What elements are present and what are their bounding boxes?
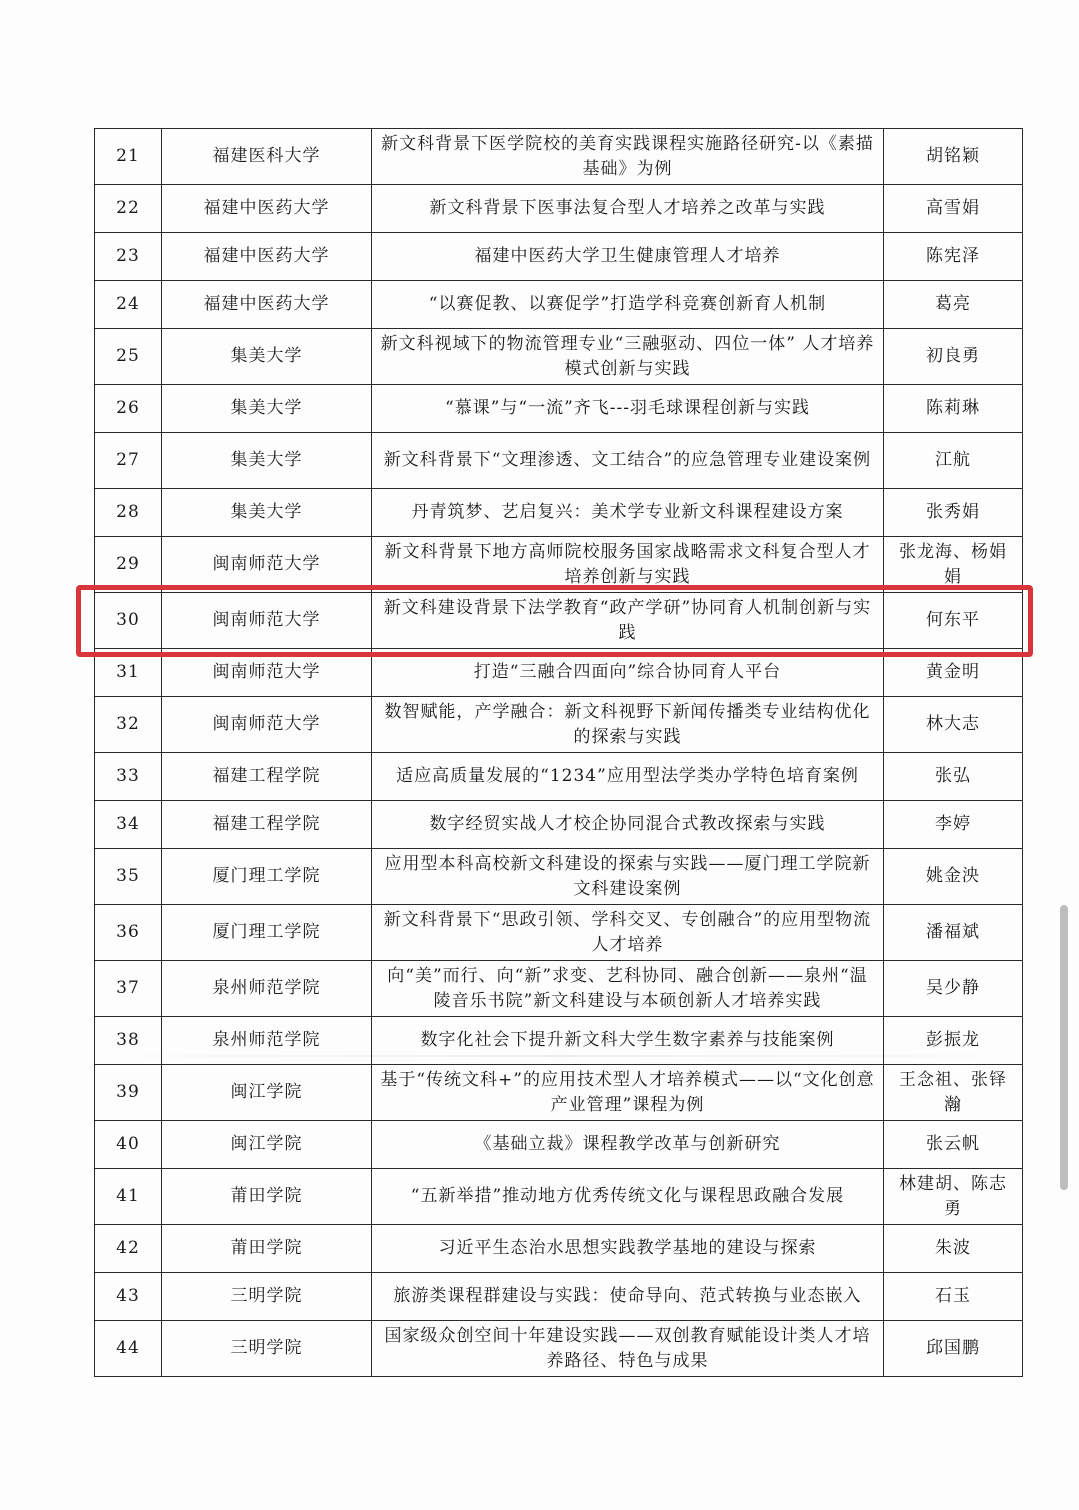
school-name: 福建工程学院: [162, 801, 372, 849]
project-lead: 初良勇: [884, 329, 1023, 385]
project-title: 《基础立裁》课程教学改革与创新研究: [372, 1121, 884, 1169]
project-lead: 彭振龙: [884, 1017, 1023, 1065]
table-body: [95, 129, 1023, 1377]
project-lead: 李婷: [884, 801, 1023, 849]
row-number: 21: [95, 129, 162, 185]
row-number: 42: [95, 1225, 162, 1273]
row-number: 33: [95, 753, 162, 801]
table-row: [95, 1225, 1023, 1273]
row-number: 36: [95, 905, 162, 961]
paper-fold-line: [60, 1055, 1060, 1057]
table-row: [95, 753, 1023, 801]
project-lead: 何东平: [884, 593, 1023, 649]
project-title: 旅游类课程群建设与实践：使命导向、范式转换与业态嵌入: [372, 1273, 884, 1321]
table-row: [95, 801, 1023, 849]
row-number: 26: [95, 385, 162, 433]
row-number: 43: [95, 1273, 162, 1321]
project-title: 新文科背景下“思政引领、学科交叉、专创融合”的应用型物流人才培养: [372, 905, 884, 961]
school-name: 厦门理工学院: [162, 905, 372, 961]
table-row: [95, 649, 1023, 697]
project-title: 习近平生态治水思想实践教学基地的建设与探索: [372, 1225, 884, 1273]
school-name: 莆田学院: [162, 1169, 372, 1225]
row-number: 24: [95, 281, 162, 329]
project-title: 新文科背景下地方高师院校服务国家战略需求文科复合型人才培养创新与实践: [372, 537, 884, 593]
project-title: 新文科背景下“文理渗透、文工结合”的应急管理专业建设案例: [372, 433, 884, 489]
school-name: 集美大学: [162, 329, 372, 385]
table-row: [95, 385, 1023, 433]
row-number: 38: [95, 1017, 162, 1065]
project-lead: 林建胡、陈志勇: [884, 1169, 1023, 1225]
row-number: 29: [95, 537, 162, 593]
project-lead: 石玉: [884, 1273, 1023, 1321]
project-title: 国家级众创空间十年建设实践——双创教育赋能设计类人才培养路径、特色与成果: [372, 1321, 884, 1377]
row-number: 31: [95, 649, 162, 697]
table-row: [95, 961, 1023, 1017]
project-title: 新文科背景下医学院校的美育实践课程实施路径研究-以《素描基础》为例: [372, 129, 884, 185]
school-name: 厦门理工学院: [162, 849, 372, 905]
school-name: 集美大学: [162, 433, 372, 489]
table-row: [95, 489, 1023, 537]
school-name: 泉州师范学院: [162, 1017, 372, 1065]
row-number: 41: [95, 1169, 162, 1225]
project-lead: 王念祖、张铎瀚: [884, 1065, 1023, 1121]
table-row: [95, 1273, 1023, 1321]
table-row: [95, 1169, 1023, 1225]
project-lead: 胡铭颖: [884, 129, 1023, 185]
project-lead: 姚金泱: [884, 849, 1023, 905]
project-list-table: [94, 128, 1023, 1377]
project-lead: 张云帆: [884, 1121, 1023, 1169]
table-row: [95, 281, 1023, 329]
row-number: 40: [95, 1121, 162, 1169]
row-number: 32: [95, 697, 162, 753]
school-name: 闽南师范大学: [162, 649, 372, 697]
table-row: [95, 185, 1023, 233]
table-row: [95, 537, 1023, 593]
project-title: 适应高质量发展的“1234”应用型法学类办学特色培育案例: [372, 753, 884, 801]
project-title: “以赛促教、以赛促学”打造学科竞赛创新育人机制: [372, 281, 884, 329]
project-lead: 葛亮: [884, 281, 1023, 329]
school-name: 福建中医药大学: [162, 185, 372, 233]
project-title: 向“美”而行、向“新”求变、艺科协同、融合创新——泉州“温陵音乐书院”新文科建设与本硕创新人才培养实践: [372, 961, 884, 1017]
school-name: 闽南师范大学: [162, 697, 372, 753]
table-row: [95, 1017, 1023, 1065]
project-lead: 朱波: [884, 1225, 1023, 1273]
school-name: 闽江学院: [162, 1121, 372, 1169]
school-name: 闽南师范大学: [162, 593, 372, 649]
project-title: 应用型本科高校新文科建设的探索与实践——厦门理工学院新文科建设案例: [372, 849, 884, 905]
table-row: [95, 1121, 1023, 1169]
project-lead: 张弘: [884, 753, 1023, 801]
school-name: 福建工程学院: [162, 753, 372, 801]
row-number: 37: [95, 961, 162, 1017]
project-title: 打造“三融合四面向”综合协同育人平台: [372, 649, 884, 697]
project-lead: 高雪娟: [884, 185, 1023, 233]
row-number: 44: [95, 1321, 162, 1377]
table-row: [95, 697, 1023, 753]
project-lead: 邱国鹏: [884, 1321, 1023, 1377]
project-lead: 黄金明: [884, 649, 1023, 697]
table-row: [95, 905, 1023, 961]
project-lead: 潘福斌: [884, 905, 1023, 961]
school-name: 泉州师范学院: [162, 961, 372, 1017]
school-name: 福建医科大学: [162, 129, 372, 185]
project-title: 数字经贸实战人才校企协同混合式教改探索与实践: [372, 801, 884, 849]
school-name: 集美大学: [162, 385, 372, 433]
project-title: 福建中医药大学卫生健康管理人才培养: [372, 233, 884, 281]
project-lead: 林大志: [884, 697, 1023, 753]
row-number: 22: [95, 185, 162, 233]
table-row: [95, 593, 1023, 649]
table-row: [95, 1321, 1023, 1377]
row-number: 30: [95, 593, 162, 649]
table-row: [95, 233, 1023, 281]
row-number: 39: [95, 1065, 162, 1121]
table-row: [95, 1065, 1023, 1121]
project-lead: 张秀娟: [884, 489, 1023, 537]
row-number: 34: [95, 801, 162, 849]
school-name: 三明学院: [162, 1273, 372, 1321]
project-lead: 吴少静: [884, 961, 1023, 1017]
row-number: 28: [95, 489, 162, 537]
project-title: “慕课”与“一流”齐飞---羽毛球课程创新与实践: [372, 385, 884, 433]
project-title: 数字化社会下提升新文科大学生数字素养与技能案例: [372, 1017, 884, 1065]
school-name: 福建中医药大学: [162, 281, 372, 329]
project-title: 新文科视域下的物流管理专业“三融驱动、四位一体” 人才培养模式创新与实践: [372, 329, 884, 385]
project-title: 数智赋能，产学融合：新文科视野下新闻传播类专业结构优化的探索与实践: [372, 697, 884, 753]
scrollbar-thumb[interactable]: [1060, 905, 1068, 1190]
project-title: 新文科背景下医事法复合型人才培养之改革与实践: [372, 185, 884, 233]
row-number: 25: [95, 329, 162, 385]
project-lead: 张龙海、杨娟娟: [884, 537, 1023, 593]
table-row: [95, 433, 1023, 489]
table-row: [95, 849, 1023, 905]
school-name: 莆田学院: [162, 1225, 372, 1273]
school-name: 闽南师范大学: [162, 537, 372, 593]
school-name: 集美大学: [162, 489, 372, 537]
table-row: [95, 329, 1023, 385]
row-number: 35: [95, 849, 162, 905]
school-name: 三明学院: [162, 1321, 372, 1377]
table-row: [95, 129, 1023, 185]
school-name: 福建中医药大学: [162, 233, 372, 281]
row-number: 23: [95, 233, 162, 281]
project-lead: 陈莉琳: [884, 385, 1023, 433]
row-number: 27: [95, 433, 162, 489]
project-title: 丹青筑梦、艺启复兴：美术学专业新文科课程建设方案: [372, 489, 884, 537]
school-name: 闽江学院: [162, 1065, 372, 1121]
project-title: “五新举措”推动地方优秀传统文化与课程思政融合发展: [372, 1169, 884, 1225]
project-title: 基于“传统文科+”的应用技术型人才培养模式——以“文化创意产业管理”课程为例: [372, 1065, 884, 1121]
project-lead: 江航: [884, 433, 1023, 489]
project-title: 新文科建设背景下法学教育“政产学研”协同育人机制创新与实践: [372, 593, 884, 649]
project-lead: 陈宪泽: [884, 233, 1023, 281]
